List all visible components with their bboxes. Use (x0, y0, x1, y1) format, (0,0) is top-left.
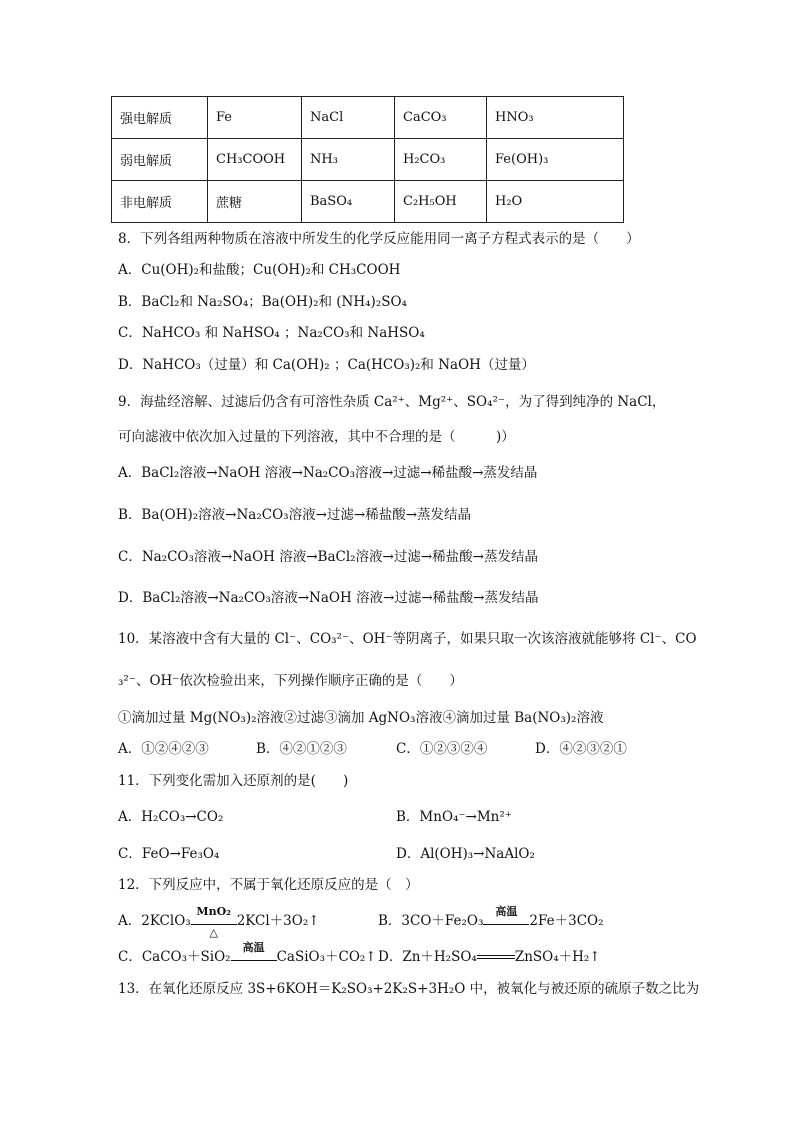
heat-symbol: △ (209, 926, 218, 939)
equation-products: ZnSO₄＋H₂↑ (514, 949, 601, 965)
question-9-stem-line2: 可向滤液中依次加入过量的下列溶液，其中不合理的是（ )） (118, 429, 515, 445)
reaction-arrow-line (483, 924, 529, 925)
table-cell: 蔗糖 (208, 181, 302, 223)
question-10-option-d: D．④②③②① (535, 741, 627, 757)
question-9-stem-line1: 9．海盐经溶解、过滤后仍含有可溶性杂质 Ca²⁺、Mg²⁺、SO₄²⁻，为了得到纯净的 NaCl， (118, 394, 666, 410)
question-11-option-b: B．MnO₄⁻→Mn²⁺ (396, 809, 512, 825)
table-cell: CaCO₃ (395, 97, 487, 139)
table-row (112, 139, 624, 181)
reaction-condition (483, 905, 529, 925)
table-row (112, 97, 624, 139)
question-8-option-b: B．BaCl₂和 Na₂SO₄；Ba(OH)₂和 (NH₄)₂SO₄ (118, 294, 407, 310)
question-11-option-d: D．Al(OH)₃→NaAlO₂ (396, 846, 535, 862)
reaction-condition (191, 905, 237, 939)
table-cell: NH₃ (302, 139, 395, 181)
question-8-stem: 8．下列各组两种物质在溶液中所发生的化学反应能用同一离子方程式表示的是（ ） (118, 231, 640, 247)
question-8-option-d: D．NaHCO₃（过量）和 Ca(OH)₂ ；Ca(HCO₃)₂和 NaOH（过量） (118, 357, 535, 373)
question-12-option-b (378, 905, 604, 930)
electrolyte-table (111, 96, 624, 223)
catalyst-label: MnO₂ (196, 905, 231, 918)
question-12-stem: 12．下列反应中，不属于氧化还原反应的是（ ） (118, 877, 419, 893)
table-cell: 非电解质 (112, 181, 208, 223)
table-cell: H₂CO₃ (395, 139, 487, 181)
table-cell: 强电解质 (112, 97, 208, 139)
table-cell: NaCl (302, 97, 395, 139)
table-cell: Fe(OH)₃ (487, 139, 624, 181)
table-cell: C₂H₅OH (395, 181, 487, 223)
table-cell: BaSO₄ (302, 181, 395, 223)
equation-products: 2Fe＋3CO₂ (529, 913, 604, 929)
question-8-option-a: A．Cu(OH)₂和盐酸；Cu(OH)₂和 CH₃COOH (118, 262, 401, 278)
question-12-option-a (118, 905, 320, 939)
table-cell: CH₃COOH (208, 139, 302, 181)
question-10-option-c: C．①②③②④ (396, 741, 488, 757)
question-9-option-b: B．Ba(OH)₂溶液→Na₂CO₃溶液→过滤→稀盐酸→蒸发结晶 (118, 507, 472, 523)
table-cell: H₂O (487, 181, 624, 223)
question-10-option-b: B．④②①②③ (256, 741, 347, 757)
equals-sign (477, 953, 515, 963)
question-10-stem-line2: ₃²⁻、OH⁻依次检验出来，下列操作顺序正确的是（ ） (118, 673, 463, 689)
equation-reactants: D．Zn＋H₂SO₄ (378, 949, 477, 965)
question-11-option-a: A．H₂CO₃→CO₂ (118, 809, 224, 825)
question-12-option-c (118, 941, 377, 966)
question-13-stem: 13．在氧化还原反应 3S+6KOH＝K₂SO₃+2K₂S+3H₂O 中，被氧化与被还原的硫原子数之比为 (118, 981, 700, 997)
equation-products: 2KCl＋3O₂↑ (236, 913, 320, 929)
question-10-operations: ①滴加过量 Mg(NO₃)₂溶液②过滤③滴加 AgNO₃溶液④滴加过量 Ba(NO₃)₂溶液 (118, 710, 604, 726)
equation-reactants: A．2KClO₃ (118, 913, 191, 929)
condition-label: 高温 (242, 941, 265, 954)
table-cell: Fe (208, 97, 302, 139)
question-11-stem: 11．下列变化需加入还原剂的是( ) (118, 773, 349, 789)
equation-reactants: B．3CO＋Fe₂O₃ (378, 913, 484, 929)
question-10-stem-line1: 10．某溶液中含有大量的 Cl⁻、CO₃²⁻、OH⁻等阴离子，如果只取一次该溶液就能够将 Cl⁻、CO (118, 631, 697, 647)
table-row (112, 181, 624, 223)
question-12-option-d (378, 948, 601, 966)
question-10-option-a: A．①②④②③ (118, 741, 209, 757)
reaction-arrow-line (231, 960, 277, 961)
question-9-option-c: C．Na₂CO₃溶液→NaOH 溶液→BaCl₂溶液→过滤→稀盐酸→蒸发结晶 (118, 549, 538, 565)
question-9-option-d: D．BaCl₂溶液→Na₂CO₃溶液→NaOH 溶液→过滤→稀盐酸→蒸发结晶 (118, 590, 539, 606)
reaction-condition (231, 941, 277, 961)
table-cell: HNO₃ (487, 97, 624, 139)
equation-reactants: C．CaCO₃＋SiO₂ (118, 949, 231, 965)
condition-label: 高温 (495, 905, 518, 918)
table-cell: 弱电解质 (112, 139, 208, 181)
question-8-option-c: C．NaHCO₃ 和 NaHSO₄ ；Na₂CO₃和 NaHSO₄ (118, 325, 425, 341)
equation-products: CaSiO₃＋CO₂↑ (276, 949, 377, 965)
question-11-option-c: C．FeO→Fe₃O₄ (118, 846, 220, 862)
question-9-option-a: A．BaCl₂溶液→NaOH 溶液→Na₂CO₃溶液→过滤→稀盐酸→蒸发结晶 (118, 465, 538, 481)
